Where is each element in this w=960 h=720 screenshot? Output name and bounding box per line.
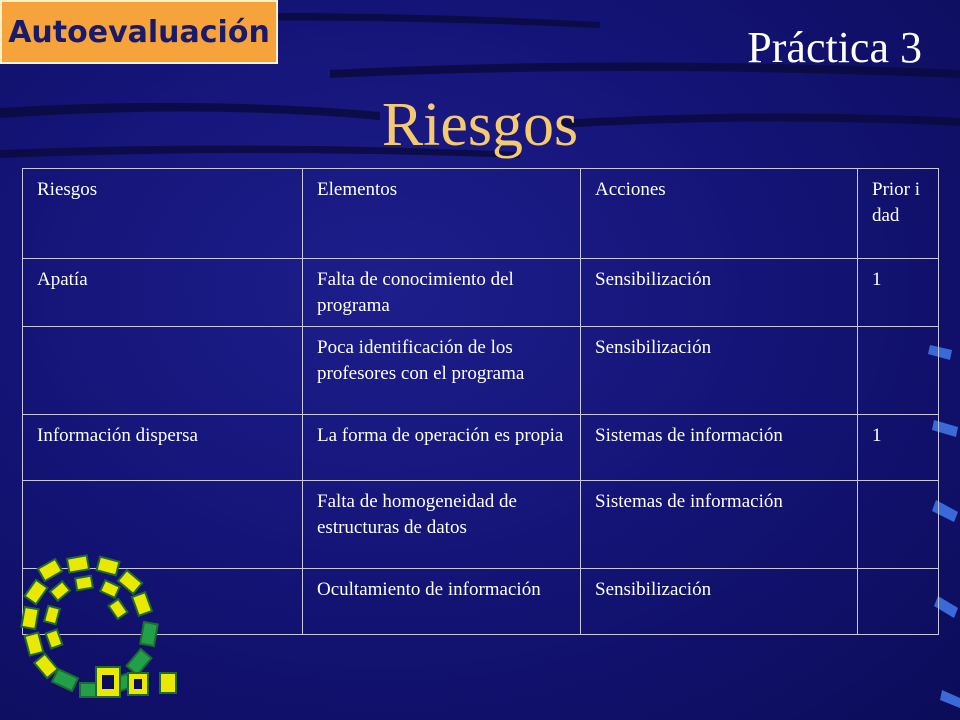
- priority-cell: [858, 481, 939, 569]
- autoevaluacion-badge: Autoevaluación: [0, 0, 278, 64]
- element-cell: Poca identificación de los profesores con el programa: [303, 327, 581, 415]
- element-cell: Falta de conocimiento del programa: [303, 259, 581, 327]
- header-prioridad: Prior idad: [858, 169, 939, 259]
- priority-cell: 1: [858, 415, 939, 481]
- priority-cell: [858, 569, 939, 635]
- header-riesgos: Riesgos: [23, 169, 303, 259]
- risk-cell: Información dispersa: [23, 415, 303, 481]
- action-cell: Sistemas de información: [581, 415, 858, 481]
- table-row: [23, 415, 939, 481]
- header-acciones: Acciones: [581, 169, 858, 259]
- action-cell: Sensibilización: [581, 259, 858, 327]
- element-cell: Falta de homogeneidad de estructuras de datos: [303, 481, 581, 569]
- priority-cell: [858, 327, 939, 415]
- table-header-row: [23, 169, 939, 259]
- action-cell: Sistemas de información: [581, 481, 858, 569]
- table-row: [23, 327, 939, 415]
- table-row: [23, 259, 939, 327]
- action-cell: Sensibilización: [581, 327, 858, 415]
- element-cell: Ocultamiento de información: [303, 569, 581, 635]
- risk-cell: [23, 327, 303, 415]
- priority-cell: 1: [858, 259, 939, 327]
- header-elementos: Elementos: [303, 169, 581, 259]
- element-cell: La forma de operación es propia: [303, 415, 581, 481]
- risk-cell: Apatía: [23, 259, 303, 327]
- action-cell: Sensibilización: [581, 569, 858, 635]
- practice-number: Práctica 3: [747, 23, 922, 72]
- institution-logo-icon: [10, 545, 200, 720]
- slide-title: Riesgos: [381, 91, 579, 159]
